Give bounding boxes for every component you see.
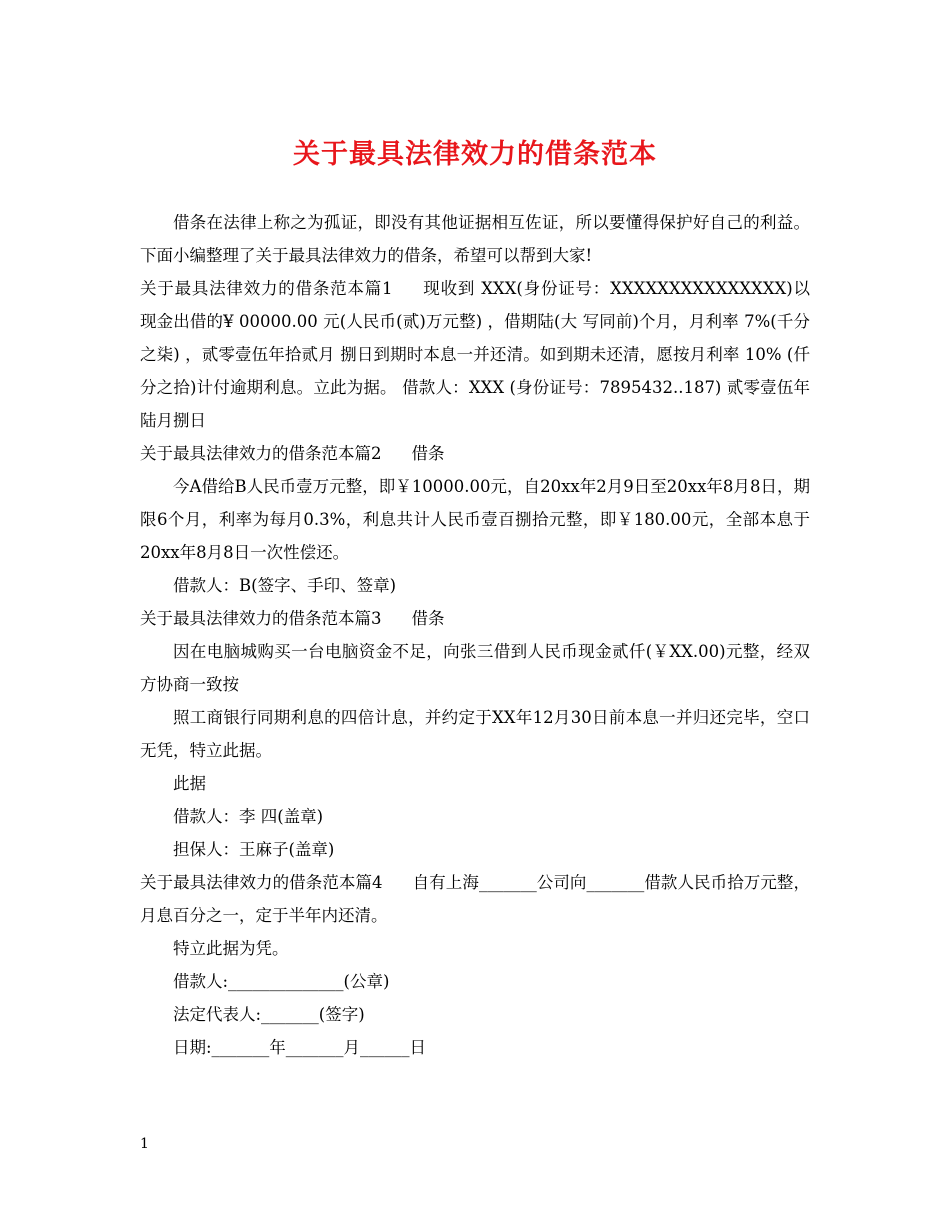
document-body [140, 206, 810, 1064]
section-4-legal-rep: 法定代表人:_______(签字) [173, 1005, 365, 1024]
section-2-paragraph: 今A借给B人民币壹万元整，即￥10000.00元，自20xx年2月9日至20xx年8月8日，期限6个月，利率为每月0.3%，利息共计人民币壹百捌拾元整，即￥180.00元，全部本息于20xx年8月8日一次性偿还。 [140, 477, 810, 562]
section-4-heading: 关于最具法律效力的借条范本篇4 [140, 873, 383, 892]
section-3-paragraph-2: 照工商银行同期利息的四倍计息，并约定于XX年12月30日前本息一并归还完毕，空口无凭，特立此据。 [140, 708, 810, 760]
section-2-label: 借条 [411, 444, 445, 463]
section-4-statement: 特立此据为凭。 [173, 939, 289, 958]
section-4-text: 自有上海_______公司向_______借款人民币拾万元整，月息百分之一，定于半年内还清。 [140, 873, 811, 925]
section-4-date: 日期:_______年_______月______日 [173, 1038, 427, 1057]
section-3-heading-line [140, 602, 810, 635]
section-3-label: 借条 [411, 609, 445, 628]
page-number: 1 [140, 1136, 149, 1152]
section-2-heading: 关于最具法律效力的借条范本篇2 [140, 444, 382, 463]
section-3-this-receipt: 此据 [173, 774, 206, 793]
section-2-borrower: 借款人：B(签字、手印、签章) [173, 576, 396, 595]
section-3-paragraph-1: 因在电脑城购买一台电脑资金不足，向张三借到人民币现金贰仟(￥XX.00)元整，经双方协商一致按 [140, 642, 810, 694]
section-3-guarantor: 担保人：王麻子(盖章) [173, 840, 335, 859]
section-1 [140, 272, 810, 437]
section-3-heading: 关于最具法律效力的借条范本篇3 [140, 609, 382, 628]
section-2-heading-line [140, 437, 810, 470]
section-4-borrower: 借款人:______________(公章) [173, 972, 390, 991]
section-4 [140, 866, 810, 932]
intro-paragraph: 借条在法律上称之为孤证，即没有其他证据相互佐证，所以要懂得保护好自己的利益。下面小编整理了关于最具法律效力的借条，希望可以帮到大家! [140, 213, 810, 265]
document-title: 关于最具法律效力的借条范本 [293, 139, 657, 170]
section-1-text: 现收到 XXX(身份证号：XXXXXXXXXXXXXXX)以 现金出借的¥ 00000.00 元(人民币(贰)万元整) ，借期陆(大 写同前)个月，月利率 7%(千分之柒) ，贰零壹伍年拾贰月 捌日到期时本息一并还清。如到期未还清，愿按月利率 10% (仟分之拾)计付逾期利息。立此为据。 借款人：XXX (身份证号：7895432..187) 贰零壹伍年陆月捌日 [140, 279, 811, 430]
section-1-heading: 关于最具法律效力的借条范本篇1 [140, 279, 393, 298]
section-3-borrower: 借款人：李 四(盖章) [173, 807, 324, 826]
